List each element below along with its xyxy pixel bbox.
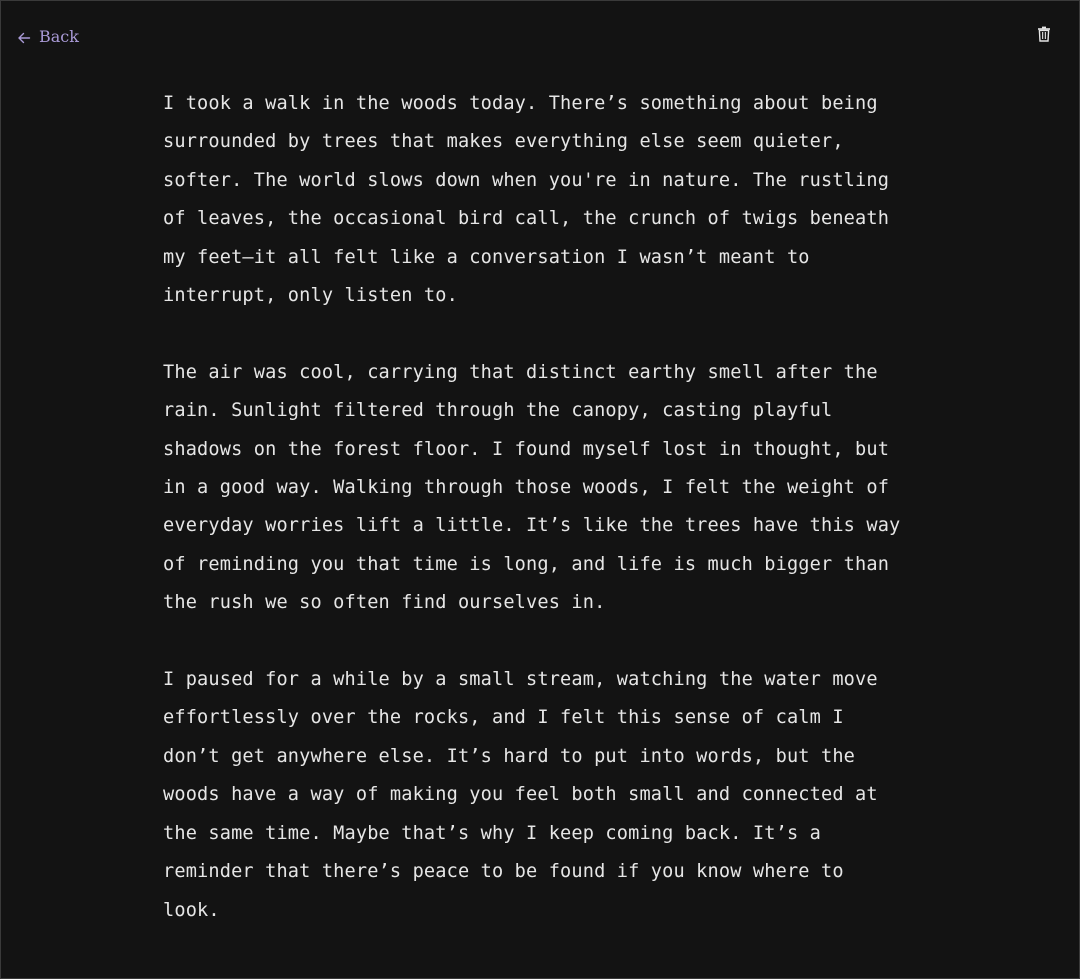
delete-button[interactable]: [1036, 27, 1052, 45]
back-label: Back: [39, 27, 79, 46]
arrow-left-icon: [17, 30, 31, 44]
back-button[interactable]: [17, 27, 79, 47]
entry-paragraph-3: I paused for a while by a small stream, watching the water move effortlessly over the rocks, and I felt this sense of calm I don’t get anywhere else. It’s hard to put into words, but the woods have a way of making you feel both small and connected at the same time. Maybe that’s why I keep coming back. It’s a reminder that there’s peace to be found if you know where to look.: [163, 669, 878, 921]
entry-paragraph-2: The air was cool, carrying that distinct earthy smell after the rain. Sunlight filtered through the canopy, casting playful shadows on the forest floor. I found myself lost in thought, but in a good way. Walking through those woods, I felt the weight of everyday worries lift a little. It’s like the trees have this way of reminding you that time is long, and life is much bigger than the rush we so often find ourselves in.: [163, 361, 901, 614]
entry-paragraph-1: I took a walk in the woods today. There’s something about being surrounded by trees that makes everything else seem quieter, softer. The world slows down when you're in nature. The rustling of leaves, the occasional bird call, the crunch of twigs beneath my feet—it all felt like a conversation I wasn’t meant to interrupt, only listen to.: [163, 93, 890, 307]
top-bar: [1, 1, 1079, 71]
entry-content: [163, 85, 923, 968]
trash-icon: [1037, 26, 1051, 46]
